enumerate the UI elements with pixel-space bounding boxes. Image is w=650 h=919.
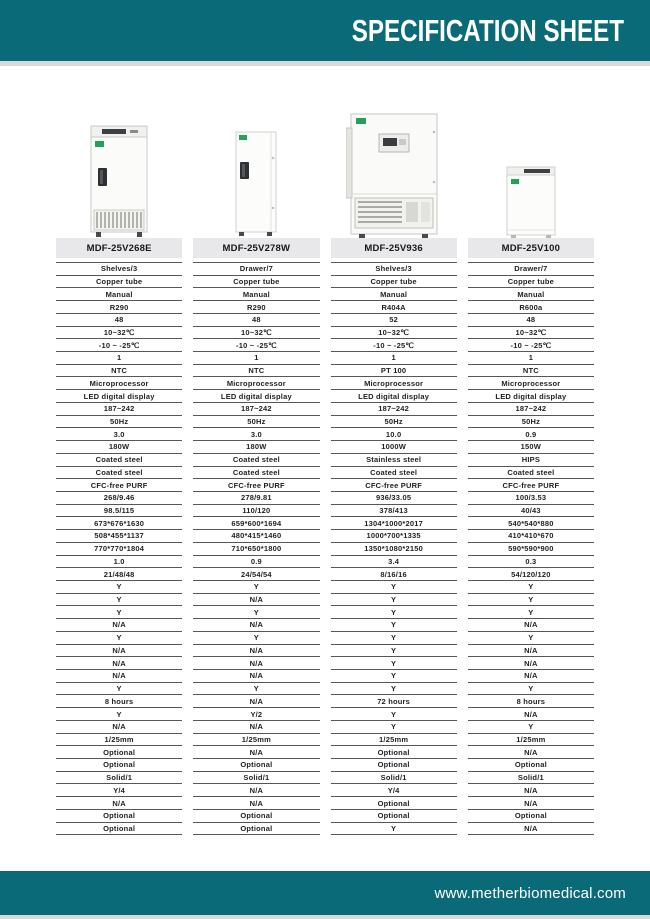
spec-cell: Microprocessor	[468, 377, 594, 390]
spec-cell: Y	[331, 823, 457, 836]
spec-cell: 1/25mm	[193, 734, 319, 747]
spec-cell: LED digital display	[56, 390, 182, 403]
spec-cell: CFC-free PURF	[468, 479, 594, 492]
spec-cell: 3.0	[193, 428, 319, 441]
spec-cell: N/A	[468, 797, 594, 810]
spec-cell: Copper tube	[56, 276, 182, 289]
spec-cell: 1	[193, 352, 319, 365]
spec-cell: Y	[468, 721, 594, 734]
spec-cell: Y	[193, 632, 319, 645]
spec-cell: CFC-free PURF	[56, 479, 182, 492]
spec-cell: 48	[56, 314, 182, 327]
spec-cell: N/A	[193, 657, 319, 670]
spec-cell: Y	[468, 581, 594, 594]
spec-cell: NTC	[193, 365, 319, 378]
spec-cell: 50Hz	[56, 416, 182, 429]
spec-cell: Y	[193, 581, 319, 594]
spec-cell: 1350*1080*2150	[331, 543, 457, 556]
model-name: MDF-25V936	[364, 242, 423, 254]
spec-cell: Y	[331, 619, 457, 632]
model-name-box	[331, 238, 457, 258]
spec-cell: 8/16/16	[331, 568, 457, 581]
spec-cell: 180W	[193, 441, 319, 454]
spec-list	[56, 262, 182, 835]
spec-cell: Y	[331, 606, 457, 619]
spec-cell: 150W	[468, 441, 594, 454]
footer-banner	[0, 871, 650, 915]
spec-cell: Y	[193, 606, 319, 619]
spec-cell: Microprocessor	[331, 377, 457, 390]
spec-cell: 3.0	[56, 428, 182, 441]
spec-cell: 0.9	[468, 428, 594, 441]
spec-cell: 1	[56, 352, 182, 365]
spec-cell: 590*590*900	[468, 543, 594, 556]
spec-cell: Y	[468, 683, 594, 696]
spec-cell: Optional	[331, 746, 457, 759]
spec-cell: N/A	[468, 746, 594, 759]
spec-cell: -10 ~ -25℃	[331, 339, 457, 352]
spec-cell: Y	[331, 708, 457, 721]
spec-cell: 10~32℃	[56, 327, 182, 340]
spec-cell: Y	[56, 683, 182, 696]
spec-list	[331, 262, 457, 835]
spec-cell: N/A	[193, 695, 319, 708]
spec-cell: Solid/1	[331, 772, 457, 785]
spec-cell: Optional	[468, 810, 594, 823]
spec-cell: Shelves/3	[56, 263, 182, 276]
spec-cell: N/A	[56, 670, 182, 683]
spec-cell: N/A	[193, 670, 319, 683]
spec-cell: -10 ~ -25℃	[56, 339, 182, 352]
product-spec-table	[0, 66, 650, 835]
spec-cell: N/A	[193, 594, 319, 607]
spec-cell: 50Hz	[468, 416, 594, 429]
spec-cell: LED digital display	[331, 390, 457, 403]
spec-cell: 1/25mm	[56, 734, 182, 747]
spec-cell: 72 hours	[331, 695, 457, 708]
product-column-mdf-25v100	[468, 66, 594, 835]
spec-cell: 0.3	[468, 556, 594, 569]
spec-cell: Y	[331, 721, 457, 734]
spec-cell: 187~242	[331, 403, 457, 416]
spec-cell: Copper tube	[193, 276, 319, 289]
spec-cell: NTC	[468, 365, 594, 378]
spec-cell: Y	[56, 594, 182, 607]
spec-cell: 8 hours	[468, 695, 594, 708]
model-name-box	[56, 238, 182, 258]
spec-cell: 10~32℃	[468, 327, 594, 340]
spec-cell: Drawer/7	[193, 263, 319, 276]
spec-cell: PT 100	[331, 365, 457, 378]
spec-cell: Y/4	[56, 784, 182, 797]
spec-cell: N/A	[56, 645, 182, 658]
spec-cell: 540*540*880	[468, 517, 594, 530]
spec-cell: Manual	[193, 288, 319, 301]
spec-cell: N/A	[193, 797, 319, 810]
spec-cell: 1000W	[331, 441, 457, 454]
spec-cell: Microprocessor	[56, 377, 182, 390]
spec-cell: N/A	[193, 746, 319, 759]
spec-cell: Coated steel	[56, 454, 182, 467]
spec-cell: Solid/1	[468, 772, 594, 785]
spec-cell: HIPS	[468, 454, 594, 467]
spec-cell: Optional	[468, 759, 594, 772]
spec-cell: Y	[331, 657, 457, 670]
spec-cell: N/A	[56, 657, 182, 670]
spec-cell: R404A	[331, 301, 457, 314]
spec-cell: Drawer/7	[468, 263, 594, 276]
spec-cell: Y	[331, 632, 457, 645]
spec-cell: Y	[56, 708, 182, 721]
spec-cell: Manual	[331, 288, 457, 301]
spec-cell: 48	[193, 314, 319, 327]
spec-cell: 187~242	[193, 403, 319, 416]
product-image	[193, 66, 319, 238]
spec-cell: Optional	[331, 810, 457, 823]
spec-cell: Microprocessor	[193, 377, 319, 390]
spec-cell: 10~32℃	[331, 327, 457, 340]
spec-cell: CFC-free PURF	[331, 479, 457, 492]
product-image	[468, 66, 594, 238]
model-name: MDF-25V278W	[222, 242, 291, 254]
spec-cell: Y	[468, 594, 594, 607]
spec-cell: 98.5/115	[56, 505, 182, 518]
spec-cell: Manual	[468, 288, 594, 301]
spec-cell: Optional	[56, 759, 182, 772]
header-banner	[0, 0, 650, 61]
spec-cell: 1.0	[56, 556, 182, 569]
brand-logo-icon	[95, 141, 104, 147]
spec-cell: 52	[331, 314, 457, 327]
spec-cell: 50Hz	[193, 416, 319, 429]
footer-divider-strip	[0, 915, 650, 919]
spec-cell: Shelves/3	[331, 263, 457, 276]
product-column-mdf-25v936	[331, 66, 457, 835]
spec-cell: 110/120	[193, 505, 319, 518]
freezer-icon	[346, 112, 442, 238]
footer	[0, 871, 650, 919]
freezer-icon	[88, 120, 150, 238]
product-image	[56, 66, 182, 238]
spec-cell: 1	[331, 352, 457, 365]
spec-cell: 50Hz	[331, 416, 457, 429]
spec-cell: Y	[56, 606, 182, 619]
website-link[interactable]: www.metherbiomedical.com	[434, 884, 626, 902]
spec-cell: 268/9.46	[56, 492, 182, 505]
model-name-box	[193, 238, 319, 258]
spec-cell: N/A	[468, 645, 594, 658]
spec-cell: 710*650*1800	[193, 543, 319, 556]
spec-cell: N/A	[468, 670, 594, 683]
spec-cell: N/A	[468, 784, 594, 797]
spec-cell: 936/33.05	[331, 492, 457, 505]
spec-cell: N/A	[56, 619, 182, 632]
spec-cell: 10.0	[331, 428, 457, 441]
spec-cell: Optional	[56, 810, 182, 823]
spec-cell: 100/3.53	[468, 492, 594, 505]
spec-cell: 770*770*1804	[56, 543, 182, 556]
spec-cell: 187~242	[468, 403, 594, 416]
spec-cell: N/A	[56, 721, 182, 734]
spec-cell: 8 hours	[56, 695, 182, 708]
spec-cell: 1000*700*1335	[331, 530, 457, 543]
spec-cell: 508*455*1137	[56, 530, 182, 543]
model-name: MDF-25V268E	[86, 242, 152, 254]
spec-cell: 1/25mm	[331, 734, 457, 747]
freezer-icon	[504, 162, 558, 238]
spec-cell: 40/43	[468, 505, 594, 518]
spec-cell: N/A	[468, 619, 594, 632]
spec-cell: Coated steel	[468, 467, 594, 480]
spec-cell: 24/54/54	[193, 568, 319, 581]
spec-cell: Optional	[331, 759, 457, 772]
brand-logo-icon	[356, 118, 366, 124]
spec-cell: N/A	[193, 721, 319, 734]
spec-cell: LED digital display	[193, 390, 319, 403]
spec-cell: 659*600*1694	[193, 517, 319, 530]
spec-cell: 54/120/120	[468, 568, 594, 581]
spec-cell: N/A	[193, 619, 319, 632]
spec-cell: Stainless steel	[331, 454, 457, 467]
brand-logo-icon	[239, 135, 247, 140]
spec-cell: 3.4	[331, 556, 457, 569]
spec-cell: Y/4	[331, 784, 457, 797]
spec-cell: Optional	[193, 823, 319, 836]
model-name: MDF-25V100	[501, 242, 561, 254]
spec-cell: Y	[331, 670, 457, 683]
spec-cell: 410*410*670	[468, 530, 594, 543]
spec-cell: Copper tube	[468, 276, 594, 289]
spec-cell: 10~32℃	[193, 327, 319, 340]
spec-list	[468, 262, 594, 835]
spec-cell: Solid/1	[56, 772, 182, 785]
spec-cell: Y	[56, 581, 182, 594]
spec-cell: 187~242	[56, 403, 182, 416]
spec-cell: Coated steel	[56, 467, 182, 480]
spec-cell: Y	[331, 683, 457, 696]
spec-cell: -10 ~ -25℃	[193, 339, 319, 352]
spec-cell: NTC	[56, 365, 182, 378]
spec-cell: 180W	[56, 441, 182, 454]
spec-cell: R290	[193, 301, 319, 314]
spec-cell: N/A	[468, 823, 594, 836]
spec-cell: N/A	[468, 657, 594, 670]
spec-cell: LED digital display	[468, 390, 594, 403]
spec-cell: N/A	[193, 784, 319, 797]
spec-cell: R600a	[468, 301, 594, 314]
spec-cell: Y	[468, 606, 594, 619]
spec-cell: 21/48/48	[56, 568, 182, 581]
brand-logo-icon	[511, 179, 519, 184]
spec-cell: Optional	[193, 810, 319, 823]
spec-cell: 1	[468, 352, 594, 365]
product-image	[331, 66, 457, 238]
spec-cell: 48	[468, 314, 594, 327]
spec-cell: Optional	[193, 759, 319, 772]
spec-list	[193, 262, 319, 835]
spec-cell: Optional	[56, 746, 182, 759]
freezer-icon	[229, 130, 283, 238]
spec-cell: CFC-free PURF	[193, 479, 319, 492]
spec-cell: Coated steel	[193, 454, 319, 467]
spec-cell: R290	[56, 301, 182, 314]
spec-cell: -10 ~ -25℃	[468, 339, 594, 352]
spec-cell: Y	[193, 683, 319, 696]
spec-cell: 1/25mm	[468, 734, 594, 747]
model-name-box	[468, 238, 594, 258]
spec-cell: 278/9.81	[193, 492, 319, 505]
spec-cell: 1304*1000*2017	[331, 517, 457, 530]
spec-cell: Copper tube	[331, 276, 457, 289]
spec-cell: Y	[56, 632, 182, 645]
product-column-mdf-25v278w	[193, 66, 319, 835]
product-column-mdf-25v268e	[56, 66, 182, 835]
spec-cell: 378/413	[331, 505, 457, 518]
spec-cell: Optional	[56, 823, 182, 836]
spec-cell: 480*415*1460	[193, 530, 319, 543]
spec-cell: Y	[331, 645, 457, 658]
spec-cell: Y	[331, 581, 457, 594]
spec-cell: 673*676*1630	[56, 517, 182, 530]
spec-cell: Coated steel	[331, 467, 457, 480]
spec-cell: 0.9	[193, 556, 319, 569]
spec-cell: Solid/1	[193, 772, 319, 785]
spec-cell: N/A	[193, 645, 319, 658]
spec-cell: Coated steel	[193, 467, 319, 480]
spec-cell: Optional	[331, 797, 457, 810]
spec-cell: Y/2	[193, 708, 319, 721]
spec-cell: Manual	[56, 288, 182, 301]
spec-cell: Y	[331, 594, 457, 607]
page-title: SPECIFICATION SHEET	[351, 12, 624, 48]
spec-cell: Y	[468, 632, 594, 645]
spec-cell: N/A	[468, 708, 594, 721]
spec-cell: N/A	[56, 797, 182, 810]
